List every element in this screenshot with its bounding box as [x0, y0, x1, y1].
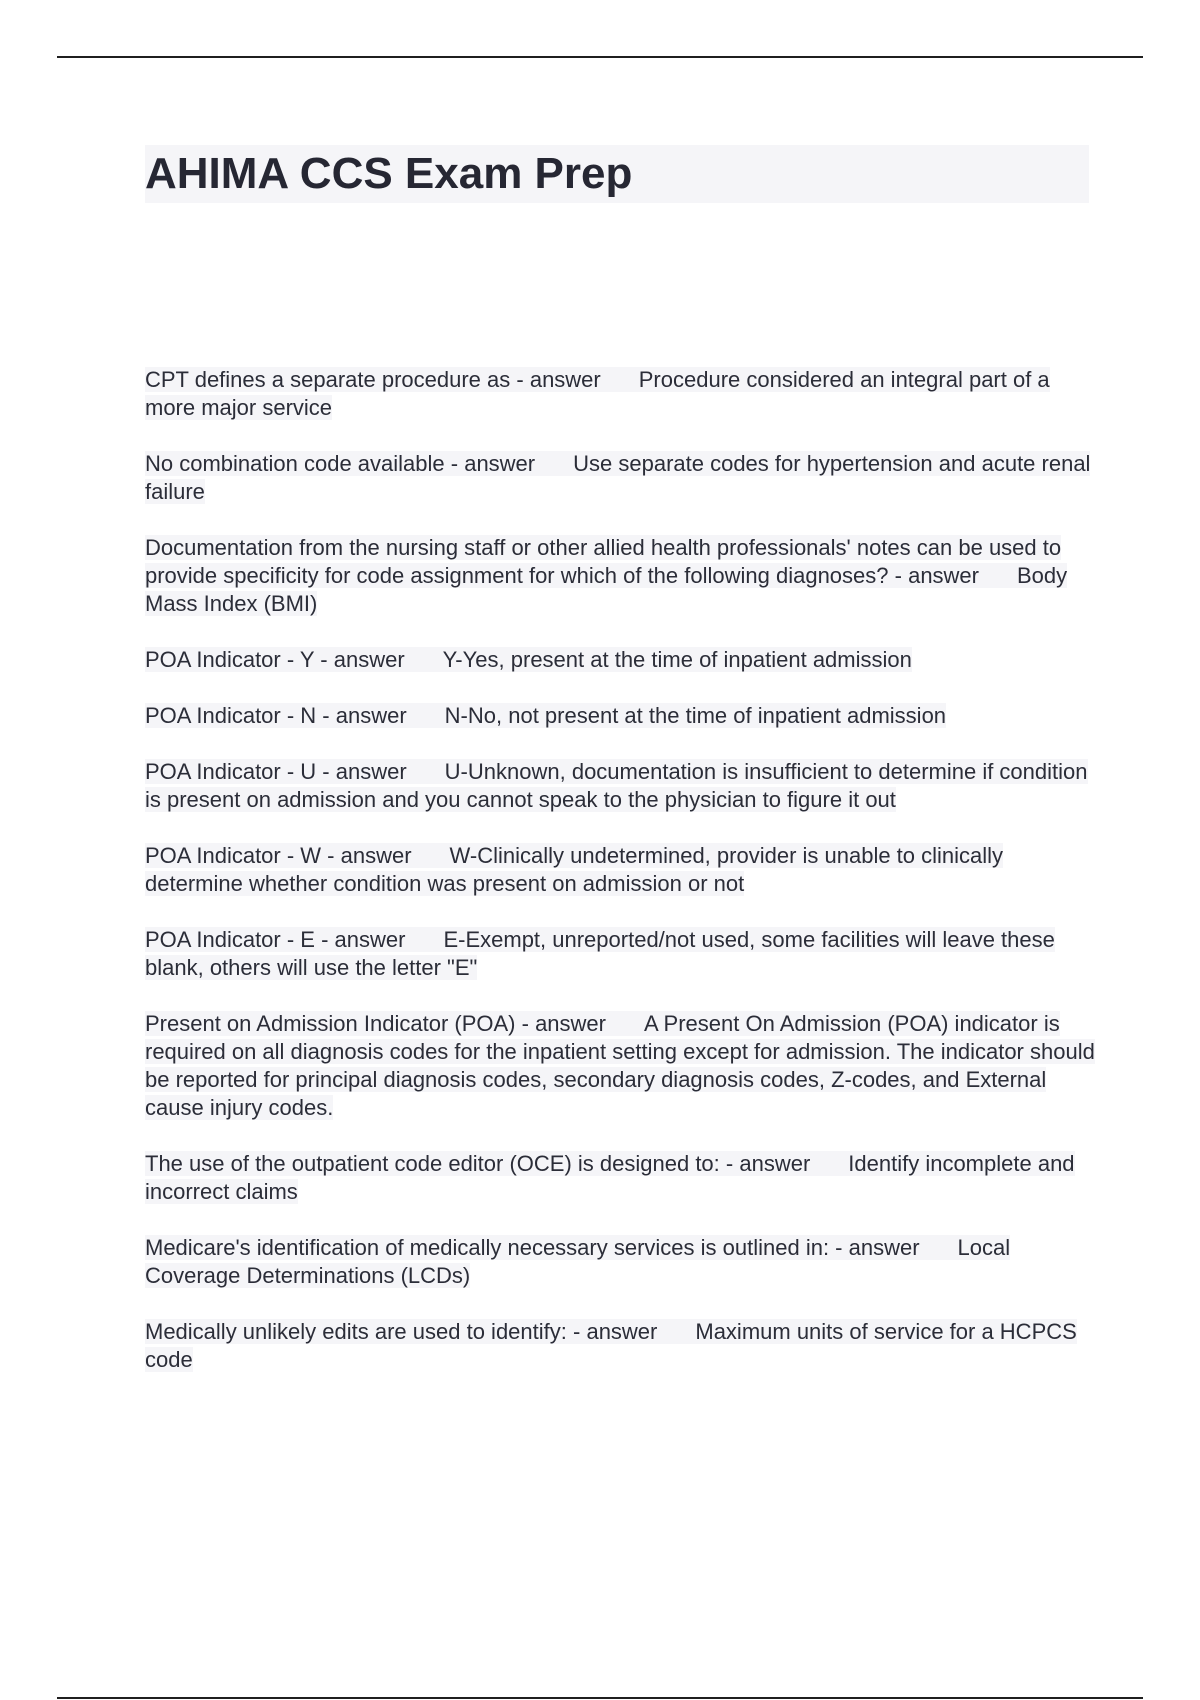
- answer-text: U-Unknown, documentation is insufficient to determine if condition is present on admission and you cannot speak to the physician to figure it out: [145, 759, 1088, 812]
- qa-list: [145, 366, 1095, 1402]
- qa-item: Medicare's identification of medically necessary services is outlined in: - answer Local Coverage Determinations (LCDs): [145, 1235, 1011, 1288]
- answer-label: answer: [335, 759, 407, 784]
- qa-item: Medically unlikely edits are used to identify: - answer Maximum units of service for a HCPCS code: [145, 1319, 1077, 1372]
- answer-label: answer: [529, 367, 601, 392]
- qa-item: POA Indicator - U - answer U-Unknown, documentation is insufficient to determine if condition is present on admission and you cannot speak to the physician to figure it out: [145, 759, 1088, 812]
- question-text: The use of the outpatient code editor (OCE) is designed to:: [145, 1151, 720, 1176]
- answer-text: Y-Yes, present at the time of inpatient admission: [442, 647, 912, 672]
- answer-label: answer: [739, 1151, 811, 1176]
- qa-item: No combination code available - answer Use separate codes for hypertension and acute renal failure: [145, 451, 1091, 504]
- question-text: Documentation from the nursing staff or other allied health professionals' notes can be used to provide specificity for code assignment for which of the following diagnoses?: [145, 535, 1062, 588]
- qa-item: CPT defines a separate procedure as - answer Procedure considered an integral part of a more major service: [145, 367, 1050, 420]
- answer-label: answer: [908, 563, 979, 588]
- answer-text: Identify incomplete and incorrect claims: [145, 1151, 1075, 1204]
- question-text: POA Indicator - Y: [145, 647, 315, 672]
- answer-label: answer: [586, 1319, 658, 1344]
- answer-label: answer: [335, 703, 407, 728]
- question-text: POA Indicator - N: [145, 703, 317, 728]
- question-text: POA Indicator - E: [145, 927, 315, 952]
- answer-text: W-Clinically undetermined, provider is unable to clinically determine whether condition was present on admission or not: [145, 843, 1004, 896]
- question-text: Present on Admission Indicator (POA): [145, 1011, 516, 1036]
- question-text: No combination code available: [145, 451, 445, 476]
- answer-text: Maximum units of service for a HCPCS code: [145, 1319, 1077, 1372]
- qa-item: The use of the outpatient code editor (OCE) is designed to: - answer Identify incomplete and incorrect claims: [145, 1151, 1075, 1204]
- answer-label: answer: [464, 451, 536, 476]
- answer-text: Procedure considered an integral part of a more major service: [145, 367, 1050, 420]
- answer-text: Use separate codes for hypertension and acute renal failure: [145, 451, 1091, 504]
- question-text: Medically unlikely edits are used to identify:: [145, 1319, 567, 1344]
- top-rule: [57, 56, 1143, 58]
- answer-text: E-Exempt, unreported/not used, some facilities will leave these blank, others will use the letter "E": [145, 927, 1055, 980]
- question-text: POA Indicator - W: [145, 843, 322, 868]
- answer-text: Local Coverage Determinations (LCDs): [145, 1235, 1011, 1288]
- answer-label: answer: [340, 843, 412, 868]
- bottom-rule: [57, 1697, 1143, 1699]
- answer-text: A Present On Admission (POA) indicator is required on all diagnosis codes for the inpatient setting except for admission. The indicator should be reported for principal diagnosis codes, secondary diagnosis codes, Z-codes, and External cause injury codes.: [145, 1011, 1095, 1120]
- page-title: AHIMA CCS Exam Prep: [145, 145, 1089, 203]
- question-text: CPT defines a separate procedure as: [145, 367, 511, 392]
- answer-label: answer: [334, 927, 406, 952]
- answer-label: answer: [848, 1235, 920, 1260]
- answer-text: N-No, not present at the time of inpatient admission: [444, 703, 947, 728]
- answer-label: answer: [333, 647, 405, 672]
- answer-label: answer: [535, 1011, 606, 1036]
- question-text: POA Indicator - U: [145, 759, 317, 784]
- question-text: Medicare's identification of medically necessary services is outlined in:: [145, 1235, 830, 1260]
- qa-item: Present on Admission Indicator (POA) - answer A Present On Admission (POA) indicator is required on all diagnosis codes for the inpatient setting except for admission. The indicator should be reported for principal diagnosis codes, secondary diagnosis codes, Z-codes, and External cause injury codes.: [145, 1011, 1095, 1120]
- qa-item: POA Indicator - Y - answer Y-Yes, present at the time of inpatient admission: [145, 647, 912, 672]
- answer-text: Body Mass Index (BMI): [145, 563, 1068, 616]
- qa-item: Documentation from the nursing staff or other allied health professionals' notes can be used to provide specificity for code assignment for which of the following diagnoses? - answer Body Mass Index (BMI): [145, 535, 1068, 616]
- qa-item: POA Indicator - W - answer W-Clinically undetermined, provider is unable to clinically determine whether condition was present on admission or not: [145, 843, 1004, 896]
- qa-item: POA Indicator - E - answer E-Exempt, unreported/not used, some facilities will leave these blank, others will use the letter "E": [145, 927, 1055, 980]
- qa-item: POA Indicator - N - answer N-No, not present at the time of inpatient admission: [145, 703, 947, 728]
